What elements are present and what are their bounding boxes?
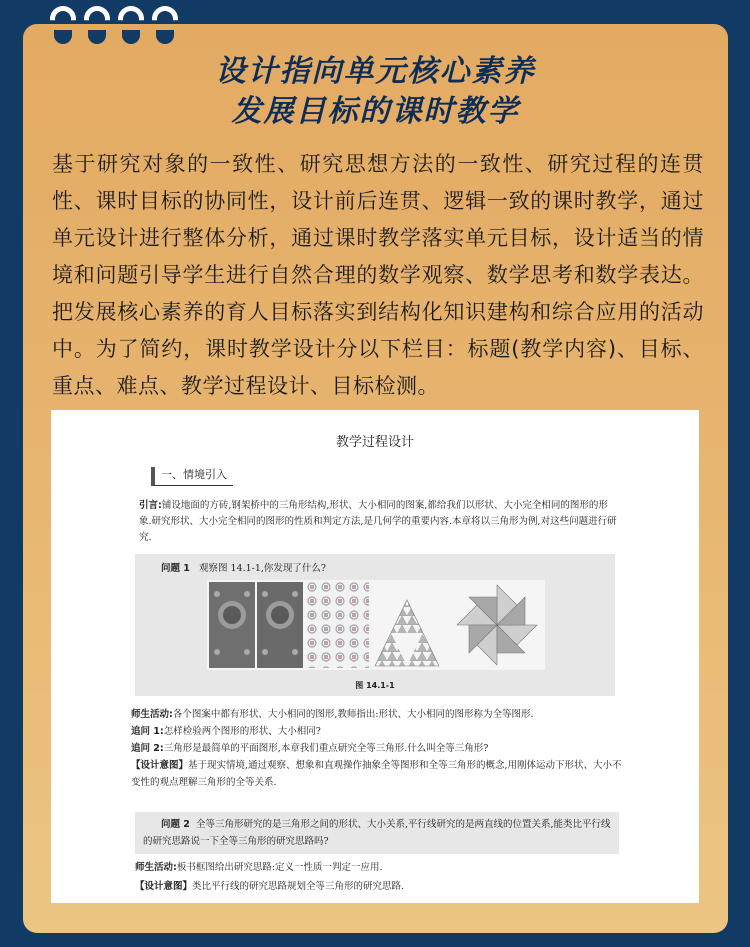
activity-section [131, 706, 623, 791]
design-intent-1-text: 基于现实情境,通过观察、想象和直观操作抽象全等图形和全等三角形的概念,用刚体运动下形状、大小不变性的观点理解三角形的全等关系. [131, 760, 622, 788]
binder-ring [118, 6, 144, 42]
design-intent-1-label: 【设计意图】 [131, 760, 189, 771]
follow-up-1-label: 追问 1: [131, 726, 164, 737]
activity-2-label: 师生活动: [135, 862, 177, 873]
question-2-text: 全等三角形研究的是三角形之间的形状、大小关系,平行线研究的是两直线的位置关系,能类比平行线的研究思路说一下全等三角形的研究思路吗? [143, 819, 611, 847]
door-image-right [257, 582, 303, 668]
tile-pattern-image [307, 582, 369, 668]
question-1-text: 观察图 14.1-1,你发现了什么? [198, 563, 327, 574]
question-1-label: 问题 1 [161, 563, 190, 574]
binder-rings [50, 6, 178, 42]
closing-section [135, 858, 619, 896]
question-2-box [135, 812, 619, 854]
page-title [23, 52, 728, 132]
section-heading: 一、情境引入 [151, 467, 233, 486]
binder-ring [50, 6, 76, 42]
door-image-left [209, 582, 255, 668]
activity-2 [135, 858, 619, 877]
title-line-1: 设计指向单元核心素养 [215, 54, 536, 89]
figure-caption: 图 14.1-1 [355, 681, 395, 690]
activity-1 [131, 706, 623, 723]
follow-up-2-text: 三角形是最简单的平面图形,本章我们重点研究全等三角形.什么叫全等三角形? [163, 743, 489, 754]
design-intent-2 [135, 877, 619, 896]
activity-1-text: 各个图案中都有形状、大小相同的图形,教师指出:形状、大小相同的图形称为全等图形. [172, 709, 534, 720]
binder-ring [84, 6, 110, 42]
follow-up-2-label: 追问 2: [131, 743, 164, 754]
intro-body: 铺设地面的方砖,钢架桥中的三角形结构,形状、大小相同的图案,都给我们以形状、大小完全相同的图形的形象.研究形状、大小完全相同的图形的性质和判定方法,是几何学的重要内容.本章将以三角形为例,对这些问题进行研究. [139, 500, 617, 543]
intro-label: 引言: [139, 500, 162, 511]
activity-2-text: 板书框图给出研究思路:定义一性质一判定一应用. [176, 862, 383, 873]
design-intent-2-label: 【设计意图】 [135, 881, 193, 892]
activity-1-label: 师生活动: [131, 709, 173, 720]
question-1-box [135, 554, 615, 696]
question-2-label: 问题 2 [161, 819, 190, 830]
figure-14-1-1 [207, 580, 545, 670]
follow-up-1-text: 怎样检验两个图形的形状、大小相同? [163, 726, 321, 737]
follow-up-2 [131, 740, 623, 757]
design-intent-2-text: 类比平行线的研究思路规划全等三角形的研究思路. [192, 881, 405, 892]
binder-ring [152, 6, 178, 42]
title-line-2: 发展目标的课时教学 [231, 94, 520, 129]
design-intent-1 [131, 757, 623, 791]
question-2 [143, 816, 611, 850]
triangle-pattern-image [375, 600, 439, 666]
pinwheel-image [457, 585, 537, 665]
sheet-title: 教学过程设计 [335, 435, 414, 450]
question-1 [161, 560, 326, 574]
document-sheet [51, 410, 699, 903]
follow-up-1 [131, 723, 623, 740]
figure-images [207, 580, 545, 670]
intro-paragraph: 基于研究对象的一致性、研究思想方法的一致性、研究过程的连贯性、课时目标的协同性，设计前后连贯、逻辑一致的课时教学，通过单元设计进行整体分析，通过课时教学落实单元目标，设计适当的情境和问题引导学生进行自然合理的数学观察、数学思考和数学表达。把发展核心素养的育人目标落实到结构化知识建构和综合应用的活动中。为了简约，课时教学设计分以下栏目：标题(教学内容)、目标、重点、难点、教学过程设计、目标检测。 [52, 152, 704, 398]
intro-text [139, 498, 619, 546]
